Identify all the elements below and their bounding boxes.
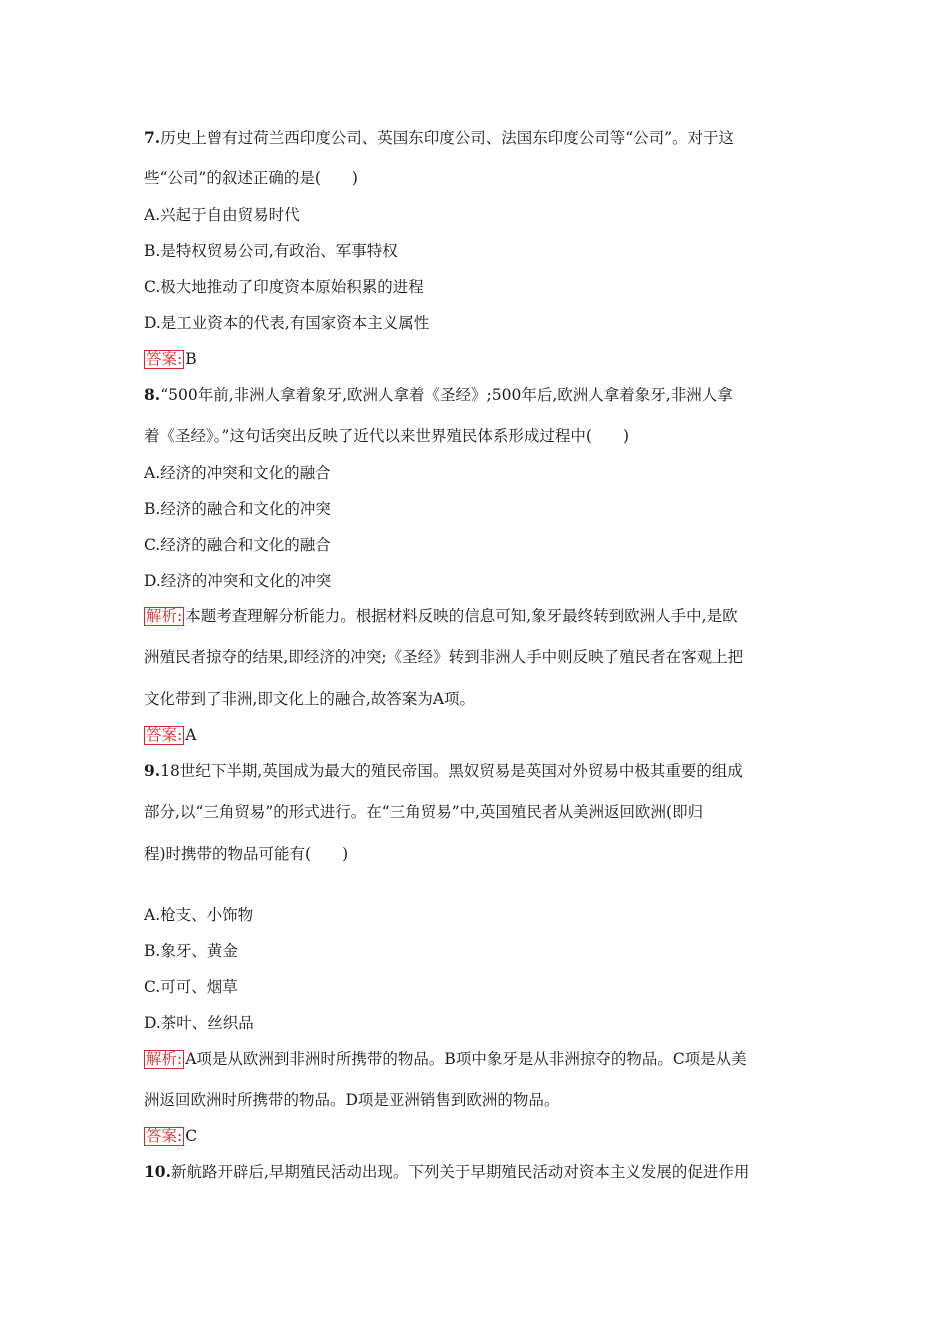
- q9-option-d: D.茶叶、丝织品: [144, 1014, 254, 1032]
- q8-option-d: D.经济的冲突和文化的冲突: [144, 572, 332, 590]
- q10-stem-line-1: 10.新航路开辟后,早期殖民活动出现。下列关于早期殖民活动对资本主义发展的促进作用: [144, 1162, 750, 1181]
- q8-analysis-line-3: 文化带到了非洲,即文化上的融合,故答案为A项。: [144, 690, 476, 708]
- q7-answer: [144, 349, 197, 369]
- q9-analysis-line-1: 解析: A项是从欧洲到非洲时所携带的物品。B项中象牙是从非洲掠夺的物品。C项是从美: [146, 1050, 747, 1068]
- q9-stem-line-3: 程)时携带的物品可能有( ): [144, 845, 349, 863]
- q9-option-a: A.枪支、小饰物: [144, 906, 254, 924]
- q7-option-a: A.兴起于自由贸易时代: [144, 206, 300, 224]
- q7-stem-line-2: 些“公司”的叙述正确的是( ): [144, 169, 358, 187]
- q7-option-b: B.是特权贸易公司,有政治、军事特权: [144, 242, 398, 260]
- q8-stem-line-2: 着《圣经》。”这句话突出反映了近代以来世界殖民体系形成过程中( ): [144, 427, 630, 445]
- q9-option-b: B.象牙、黄金: [144, 942, 238, 960]
- analysis-tag: 解析:: [146, 607, 183, 625]
- q9-stem-line-1: 9.18世纪下半期,英国成为最大的殖民帝国。黑奴贸易是英国对外贸易中极其重要的组成: [144, 761, 743, 780]
- q8-number: 8.: [144, 385, 161, 404]
- q8-answer-value: A: [185, 726, 197, 744]
- q9-analysis-line-2: 洲返回欧洲时所携带的物品。D项是亚洲销售到欧洲的物品。: [144, 1091, 560, 1109]
- answer-tag: 答案:: [146, 350, 183, 368]
- q7-option-d: D.是工业资本的代表,有国家资本主义属性: [144, 314, 430, 332]
- q7-option-c: C.极大地推动了印度资本原始积累的进程: [144, 278, 424, 296]
- answer-tag: 答案:: [146, 726, 183, 744]
- q7-answer-value: B: [185, 350, 197, 368]
- q8-analysis-line-2: 洲殖民者掠夺的结果,即经济的冲突;《圣经》转到非洲人手中则反映了殖民者在客观上把: [144, 648, 744, 666]
- q8-option-b: B.经济的融合和文化的冲突: [144, 500, 331, 518]
- q8-option-c: C.经济的融合和文化的融合: [144, 536, 331, 554]
- q7-number: 7.: [144, 128, 161, 147]
- q8-analysis-line-1: 解析: 本题考查理解分析能力。根据材料反映的信息可知,象牙最终转到欧洲人手中,是欧: [146, 607, 738, 625]
- q9-option-c: C.可可、烟草: [144, 978, 238, 996]
- q10-number: 10.: [144, 1162, 171, 1181]
- q8-stem-line-1: 8.“500年前,非洲人拿着象牙,欧洲人拿着《圣经》;500年后,欧洲人拿着象牙,非洲人拿: [144, 385, 733, 404]
- answer-tag: 答案:: [146, 1127, 183, 1145]
- q9-answer: [144, 1126, 197, 1146]
- q9-number: 9.: [144, 761, 161, 780]
- q8-option-a: A.经济的冲突和文化的融合: [144, 464, 331, 482]
- q8-answer: [144, 725, 196, 745]
- q9-stem-line-2: 部分,以“三角贸易”的形式进行。在“三角贸易”中,英国殖民者从美洲返回欧洲(即归: [144, 803, 704, 821]
- q7-stem-line-1: 7.历史上曾有过荷兰西印度公司、英国东印度公司、法国东印度公司等“公司”。对于这: [144, 128, 735, 147]
- q9-answer-value: C: [185, 1127, 198, 1145]
- analysis-tag: 解析:: [146, 1050, 183, 1068]
